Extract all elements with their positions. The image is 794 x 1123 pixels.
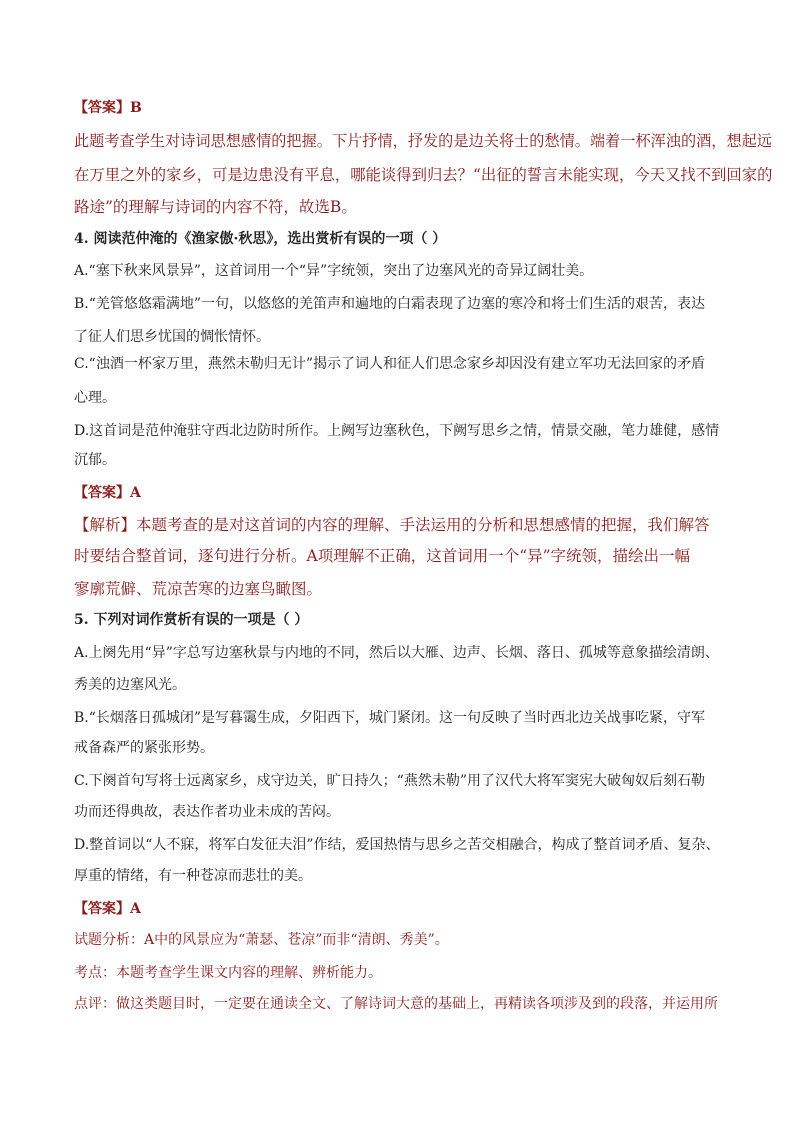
analysis-line: 此题考查学生对诗词思想感情的把握。下片抒情，抒发的是边关将士的愁情。端着一杯浑浊的酒，想起远	[74, 132, 773, 150]
question-5-stem: 5. 下列对词作赏析有误的一项是（ ）	[74, 612, 309, 628]
q5-option-c-cont: 功而还得典故，表达作者功业未成的苦闷。	[74, 804, 340, 820]
q4-analysis-line: 寥廓荒僻、荒凉苦寒的边塞鸟瞰图。	[74, 580, 323, 598]
q4-analysis-line: 时要结合整首词，逐句进行分析。A项理解不正确，这首词用一个“异”字统领，描绘出一幅	[74, 547, 691, 565]
q5-option-d-cont: 厚重的情绪，有一种苍凉而悲壮的美。	[74, 868, 312, 884]
answer-label-q3: 【答案】B	[74, 100, 142, 116]
q4-option-d: D.这首词是范仲淹驻守西北边防时所作。上阙写边塞秋色，下阙写思乡之情，情景交融，笔力雄健，感情	[74, 423, 720, 439]
analysis-line: 在万里之外的家乡，可是边患没有平息，哪能谈得到归去？“出征的誓言未能实现，今天又找不到回家的	[74, 166, 773, 184]
q4-option-b: B.“羌管悠悠霜满地”一句，以悠悠的羌笛声和遍地的白霜表现了边塞的寒冷和将士们生活的艰苦，表达	[74, 296, 706, 312]
q5-analysis-line: 试题分析：A中的风景应为“萧瑟、苍凉”而非“清朗、秀美”。	[74, 932, 449, 948]
q5-analysis-line: 点评：做这类题目时，一定要在通读全文、了解诗词大意的基础上，再精读各项涉及到的段落，并运用所	[74, 996, 718, 1012]
q4-option-c-cont: 心理。	[74, 390, 116, 406]
q5-analysis-line: 考点：本题考查学生课文内容的理解、辨析能力。	[74, 965, 382, 981]
q4-option-a: A.“塞下秋来风景异”，这首词用一个“异”字统领，突出了边塞风光的奇异辽阔壮美。	[74, 263, 594, 279]
q5-option-b: B.“长烟落日孤城闭”是写暮霭生成，夕阳西下，城门紧闭。这一句反映了当时西北边关战事吃紧，守军	[74, 710, 706, 726]
q5-option-c: C.下阕首句写将士远离家乡，戍守边关，旷日持久；“燕然未勒”用了汉代大将军窦宪大破匈奴后刻石勒	[74, 773, 705, 789]
q4-option-d-cont: 沉郁。	[74, 452, 116, 468]
q4-option-b-cont: 了征人们思乡忧国的惆怅情怀。	[74, 329, 270, 345]
q5-option-b-cont: 戒备森严的紧张形势。	[74, 740, 214, 756]
q4-analysis-line: 【解析】本题考查的是对这首词的内容的理解、手法运用的分析和思想感情的把握，我们解答	[74, 516, 710, 534]
analysis-line: 路途”的理解与诗词的内容不符，故选B。	[74, 198, 357, 216]
answer-label-q4: 【答案】A	[74, 485, 141, 501]
answer-label-q5: 【答案】A	[74, 901, 141, 917]
question-4-stem: 4. 阅读范仲淹的《渔家傲·秋思》，选出赏析有误的一项（ ）	[74, 231, 447, 247]
q5-option-a: A.上阕先用“异”字总写边塞秋景与内地的不同，然后以大雁、边声、长烟、落日、孤城等意象描绘清朗、	[74, 645, 719, 661]
q5-option-d: D.整首词以“人不寐，将军白发征夫泪”作结，爱国热情与思乡之苦交相融合，构成了整首词矛盾、复杂、	[74, 837, 720, 853]
q4-option-c: C.“浊酒一杯家万里，燕然未勒归无计”揭示了词人和征人们思念家乡却因没有建立军功无法回家的矛盾	[74, 356, 705, 372]
q5-option-a-cont: 秀美的边塞风光。	[74, 677, 186, 693]
